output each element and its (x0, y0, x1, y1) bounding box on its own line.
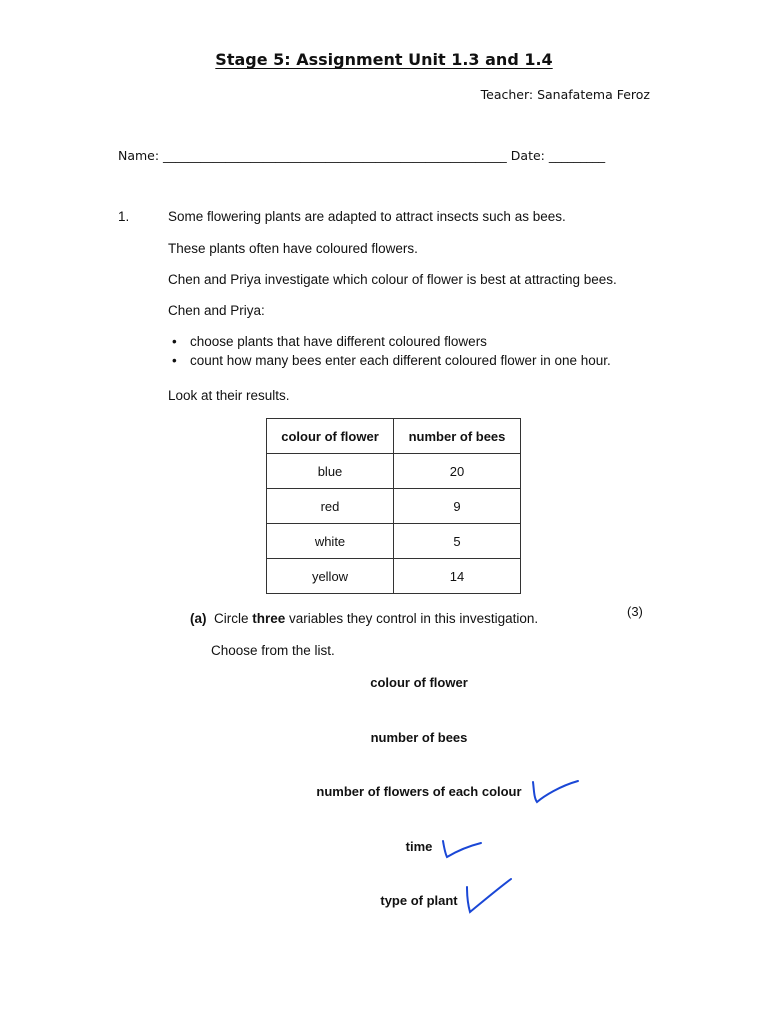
tick-mark-icon (437, 835, 487, 863)
bullet-dot: • (172, 334, 177, 349)
table-cell: blue (267, 454, 394, 489)
instruction-text: Choose from the list. (211, 643, 335, 658)
question-number: 1. (118, 209, 130, 224)
column-header: number of bees (394, 419, 521, 454)
table-row (267, 489, 521, 524)
table-cell: 14 (394, 559, 521, 594)
prompt-text: variables they control in this investigation. (285, 611, 539, 626)
prompt-emphasis: three (252, 611, 286, 626)
table-cell: 20 (394, 454, 521, 489)
variable-option[interactable]: number of flowers of each colour (316, 784, 522, 799)
teacher-name: Teacher: Sanafatema Feroz (480, 87, 650, 102)
variable-option[interactable]: number of bees (370, 730, 468, 745)
tick-mark-icon (461, 875, 517, 917)
part-a-prompt (190, 611, 538, 626)
table-cell: yellow (267, 559, 394, 594)
table-row (267, 559, 521, 594)
question-paragraph: Chen and Priya investigate which colour of flower is best at attracting bees. (168, 272, 617, 287)
table-row (267, 454, 521, 489)
tick-mark-icon (528, 776, 584, 808)
question-paragraph: These plants often have coloured flowers. (168, 241, 418, 256)
question-paragraph: Chen and Priya: (168, 303, 265, 318)
variable-option[interactable]: time (405, 839, 433, 854)
page-title: Stage 5: Assignment Unit 1.3 and 1.4 (215, 50, 553, 69)
bullet-item: count how many bees enter each different coloured flower in one hour. (190, 353, 611, 368)
results-intro: Look at their results. (168, 388, 290, 403)
table-row (267, 524, 521, 559)
variable-option[interactable]: colour of flower (370, 675, 468, 690)
variable-option[interactable]: type of plant (380, 893, 458, 908)
bullet-dot: • (172, 353, 177, 368)
table-cell: white (267, 524, 394, 559)
table-cell: 5 (394, 524, 521, 559)
table-cell: red (267, 489, 394, 524)
marks-label: (3) (627, 604, 643, 619)
column-header: colour of flower (267, 419, 394, 454)
results-table (266, 418, 521, 594)
question-paragraph: Some flowering plants are adapted to attract insects such as bees. (168, 209, 566, 224)
table-header-row (267, 419, 521, 454)
prompt-text: Circle (214, 611, 253, 626)
name-date-line: Name: _______________________________________________________ Date: _________ (118, 148, 606, 163)
table-cell: 9 (394, 489, 521, 524)
part-label: (a) (190, 611, 207, 626)
bullet-item: choose plants that have different coloured flowers (190, 334, 487, 349)
